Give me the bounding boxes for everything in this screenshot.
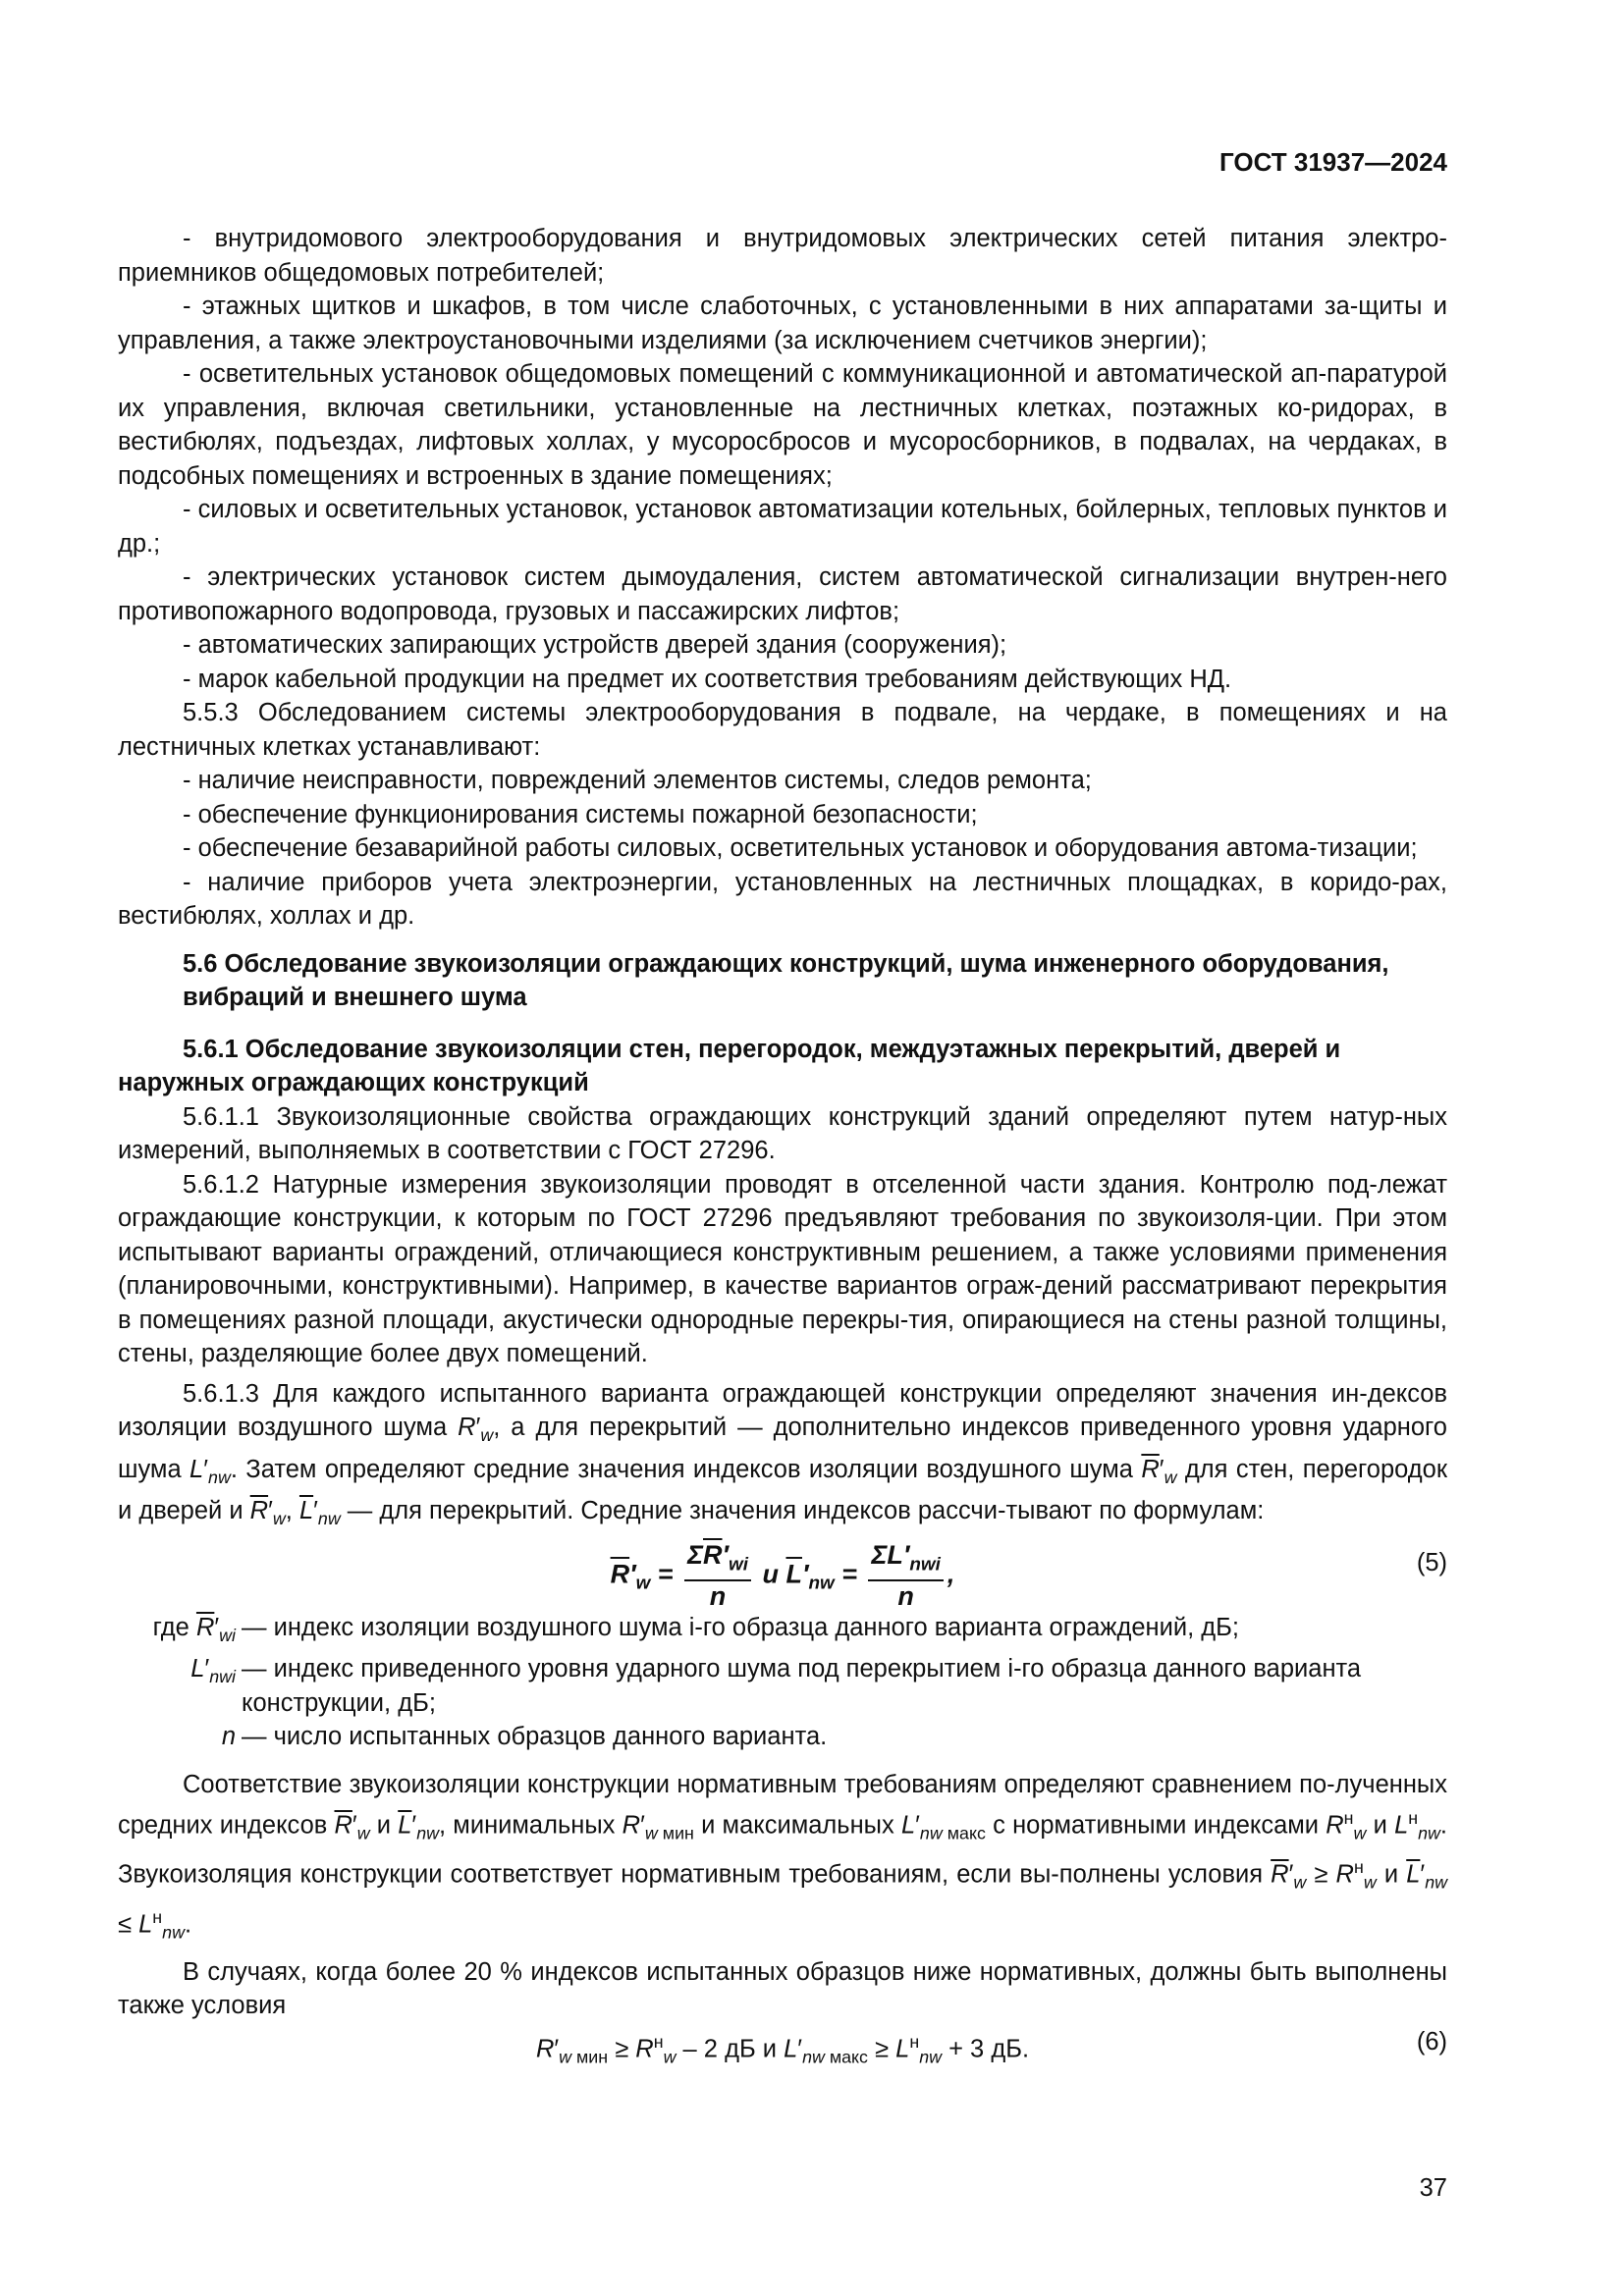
legend-item: — индекс приведенного уровня ударного шума под перекрытием i-го образца данного варианта конструкции, дБ; [242,1655,1362,1717]
paragraph-5-5-3: 5.5.3 Обследованием системы электрооборудования в подвале, на чердаке, в помещениях и на лестничных клетках устанавливают: [118,699,1447,761]
list-item: - обеспечение функционирования системы пожарной безопасности; [183,800,978,828]
list-item: - обеспечение безаварийной работы силовых, осветительных установок и оборудования автома-тизации; [183,834,1418,862]
formula-5: $\overline{R}'_w$ = $\frac{\Sigma\overline{R}'_{wi}}{n}$ и $\overline{L}'_{nw}$ = $\frac{\Sigma L'_{nwi}}{n}$ , (5) [610,1539,1447,1612]
page [118,0,1447,2296]
formula-number: (6) [1416,2027,1447,2056]
paragraph-cases: В случаях, когда более 20 % индексов испытанных образцов ниже нормативных, должны быть выполнены также условия [118,1957,1447,2020]
list-item: - наличие приборов учета электроэнергии, установленных на лестничных площадках, в коридо-рах, вестибюлях, холлах и др. [118,868,1447,930]
paragraph-5-6-1-3: 5.6.1.3 Для каждого испытанного варианта ограждающей конструкции определяют значения ин-дексов изоляции воздушного шума $R'_w$, а для перекрытий — дополнительно индексов приведенного уровня ударного шума $L'_{nw}$. Затем определяют средние значения индексов изоляции воздушного шума $\overline{R}'_w$ для стен, перегородок и дверей и $\overline{R}'_w$, $\overline{L}'_{nw}$ — для перекрытий. Средние значения индексов рассчи-тывают по формулам: [118,1379,1448,1529]
list-item: - наличие неисправности, повреждений элементов системы, следов ремонта; [183,767,1092,794]
list-item: - электрических установок систем дымоудаления, систем автоматической сигнализации внутрен-него противопожарного водопровода, грузовых и пассажирских лифтов; [118,563,1447,625]
list-item: - марок кабельной продукции на предмет их соответствия требованиям действующих НД. [183,665,1232,693]
list-item: - осветительных установок общедомовых помещений с коммуникационной и автоматической ап-паратурой их управления, включая светильники, установленные на лестничных клетках, поэтажных ко-ридорах, в вестибюлях, подъездах, лифтовых холлах, у мусоросбросов и мусоросборников, в подвалах, на чердаках, в подсобных помещениях и встроенных в здание помещениях; [118,360,1447,490]
list-item: - автоматических запирающих устройств дверей здания (сооружения); [183,631,1007,659]
document-header: ГОСТ 31937—2024 [1219,147,1447,177]
paragraph-5-6-1-2: 5.6.1.2 Натурные измерения звукоизоляции проводят в отселенной части здания. Контролю под-лежат ограждающие конструкции, к которым по ГОСТ 27296 предъявляют требования по звукоизоля-ции. При этом испытывают варианты ограждений, отличающиеся конструктивным решением, а также условиями применения (планировочными, конструктивными). Например, в качестве вариантов ограж-дений рассматривают перекрытия в помещениях разной площади, акустически однородные перекры-тия, опирающиеся на стены разной толщины, стены, разделяющие более двух помещений. [118,1170,1447,1367]
formula-legend: где $\overline{R}'_{wi}$ — индекс изоляции воздушного шума i-го образца данного варианта ограждений, дБ; $L'_{nwi}$ — индекс приведенного уровня ударного шума под перекрытием i-го образца данного варианта конструкции, дБ; n — число испытанных образцов данного варианта. [118,1611,1447,1754]
legend-item: — число испытанных образцов данного варианта. [242,1723,828,1751]
list-item: - этажных щитков и шкафов, в том числе слаботочных, с установленными в них аппаратами за-щиты и управления, а также электроустановочными изделиями (за исключением счетчиков энергии); [118,293,1447,354]
legend-item: — индекс изоляции воздушного шума i-го образца данного варианта ограждений, дБ; [242,1613,1239,1641]
list-item: - силовых и осветительных установок, установок автоматизации котельных, бойлерных, тепловых пунктов и др.; [118,496,1447,558]
page-number: 37 [1419,2174,1447,2202]
document-body [118,222,1447,2068]
section-heading-5-6-1: 5.6.1 Обследование звукоизоляции стен, перегородок, междуэтажных перекрытий, дверей и наружных ограждающих конструкций [118,1035,1341,1096]
paragraph-5-6-1-1: 5.6.1.1 Звукоизоляционные свойства ограждающих конструкций зданий определяют путем натур-ных измерений, выполняемых в соответствии с ГОСТ 27296. [118,1102,1447,1164]
formula-number: (5) [1416,1548,1447,1576]
formula-6: $R'_{w мин} \ge R^н_w - 2$ дБ и $L'_{nw макс} \ge L^н_{nw} + 3$ дБ. (6) [118,2023,1447,2068]
list-item: - внутридомового электрооборудования и внутридомовых электрических сетей питания электро-приемников общедомовых потребителей; [118,225,1447,287]
section-heading-5-6: 5.6 Обследование звукоизоляции ограждающих конструкций, шума инженерного оборудования, вибраций и внешнего шума [183,949,1389,1011]
paragraph-compliance: Соответствие звукоизоляции конструкции нормативным требованиям определяют сравнением по-лученных средних индексов $\overline{R}'_w$ и $\overline{L}'_{nw}$, минимальных $R'_{w мин}$ и максимальных $L'_{nw макс}$ с нормативными индексами $R^н_w$ и $L^н_{nw}$. Звукоизоляция конструкции соответствует нормативным требованиям, если вы-полнены условия $\overline{R}'_w \ge R^н_w$ и $\overline{L}'_{nw} \le L^н_{nw}$. [118,1770,1448,1943]
